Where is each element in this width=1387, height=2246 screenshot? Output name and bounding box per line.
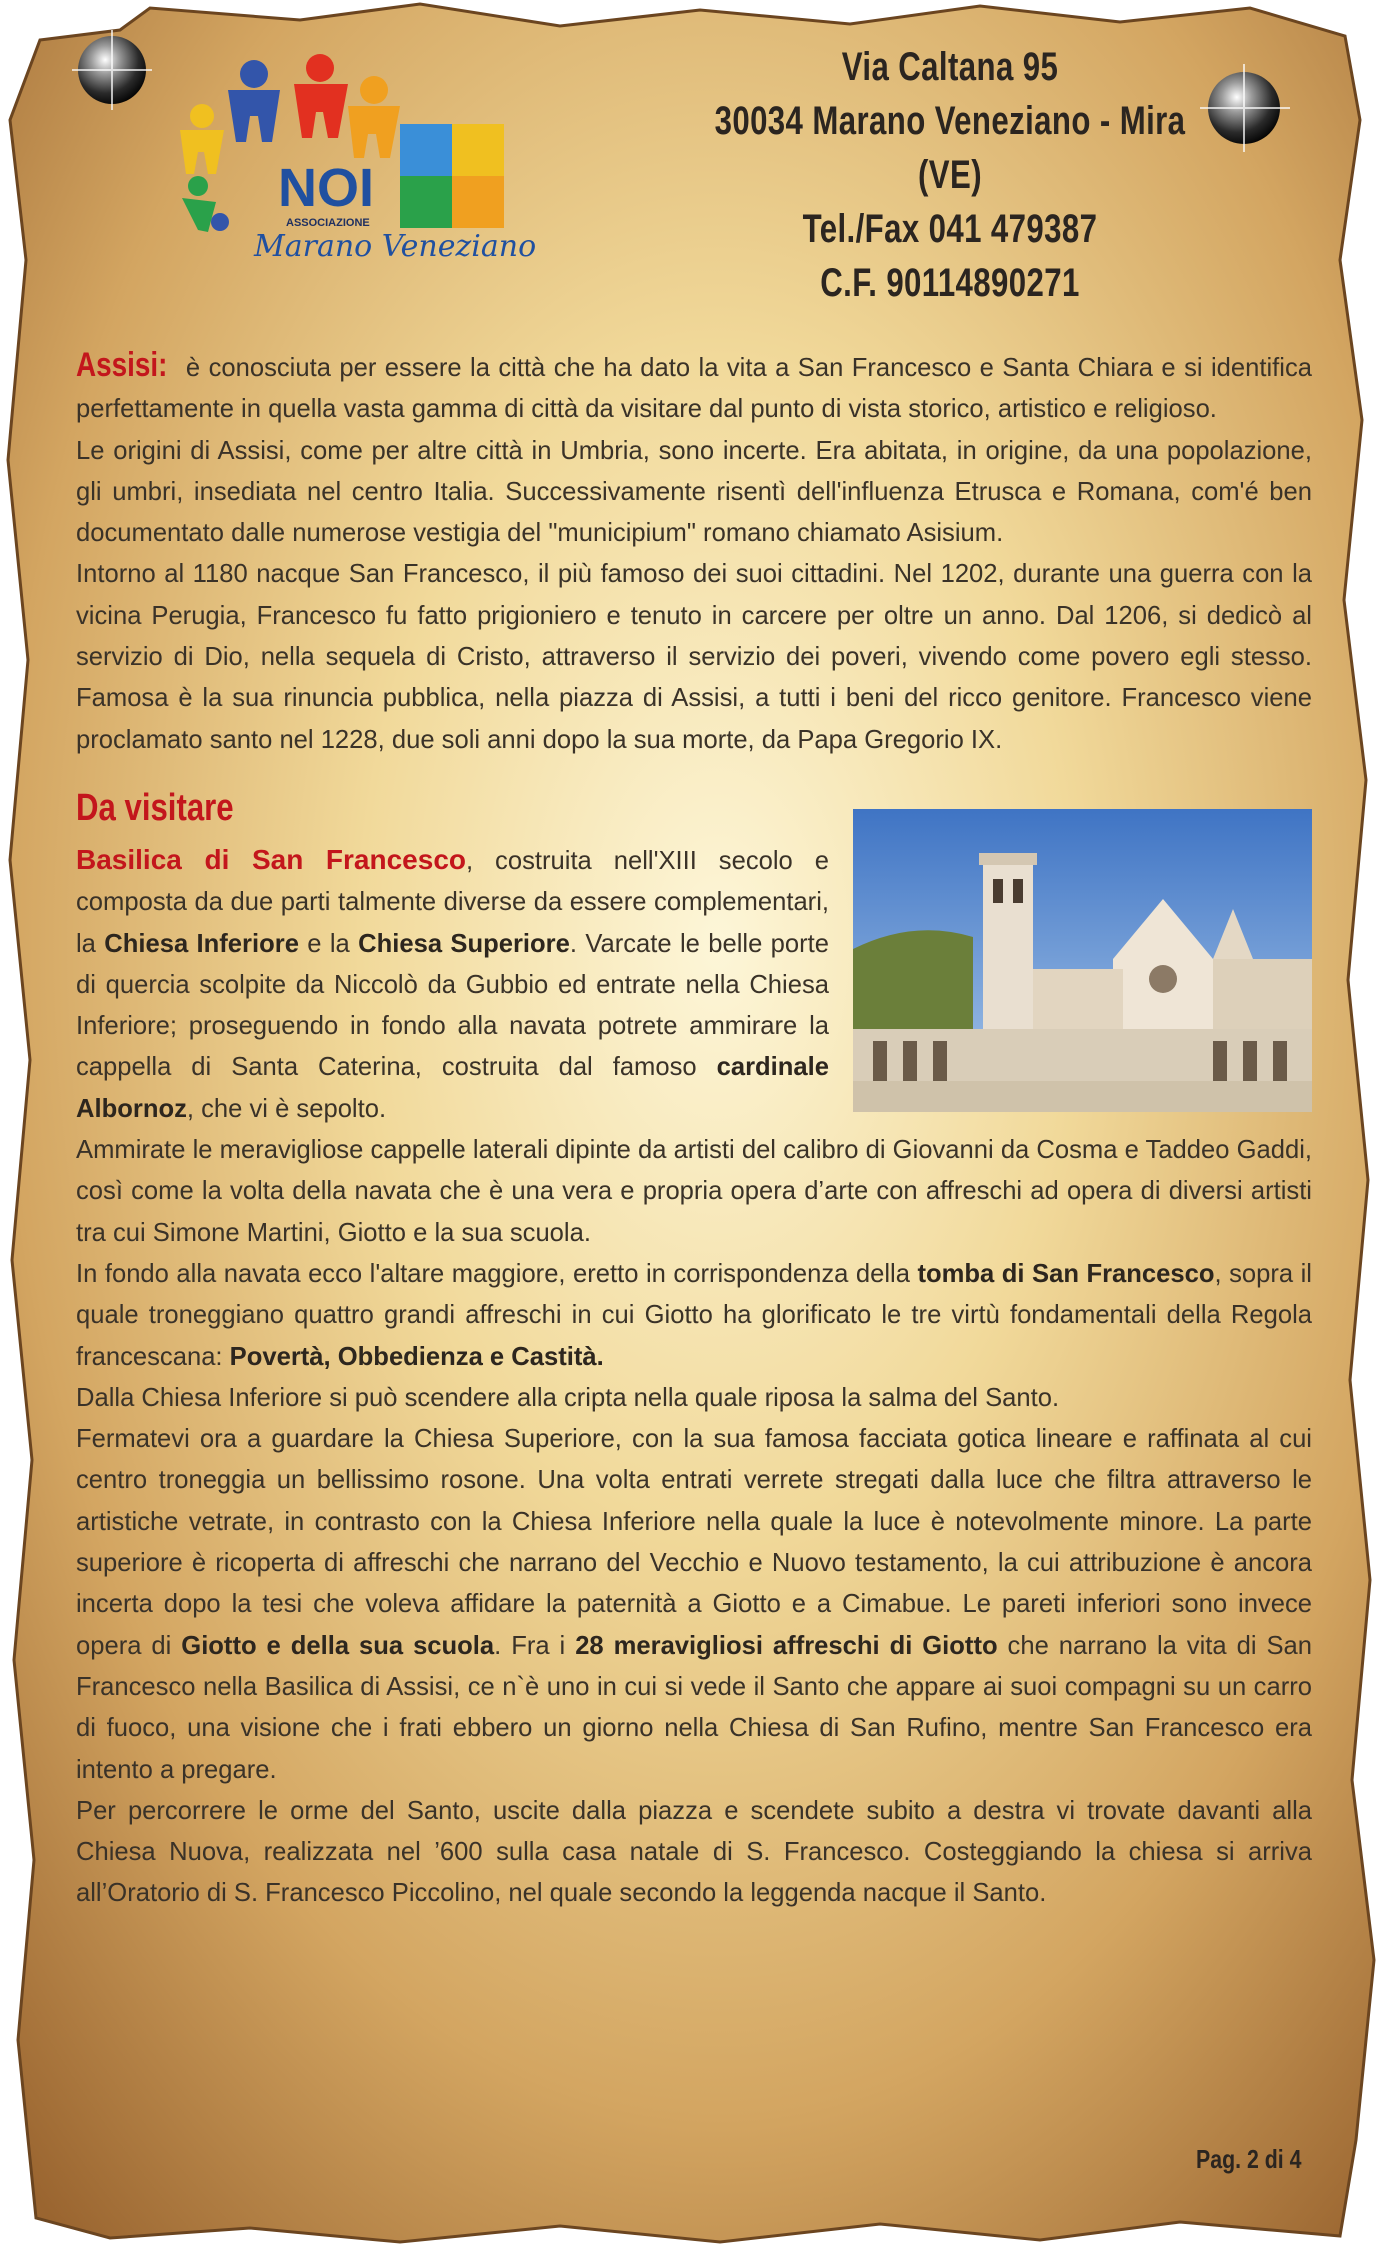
address-line: Via Caltana 95 [841,45,1059,89]
affreschi-label: 28 meravigliosi affreschi di Giotto [575,1631,998,1660]
origins-paragraph: Le origini di Assisi, come per altre città in Umbria, sono incerte. Era abitata, in origine, da una popolazione, gli umbri, insediata nel centro Italia. Successivamente risentì dell'influenza Etrusca e Romana, com'é ben documentato dalle numerose vestigia del "municipium" romano chiamato Asisium. [76,436,1312,548]
chapels-paragraph: Ammirate le meravigliose cappelle laterali dipinte da artisti del calibro di Giovanni da Cosma e Taddeo Gaddi, così come la volta della navata che è una vera e propria opera d’arte con affreschi ad opera di diversi artisti tra cui Simone Martini, Giotto e la sua scuola. [76,1136,1312,1247]
upper-text-1: Fermatevi ora a guardare la Chiesa Superiore, con la sua famosa facciata gotica lineare e raffinata al cui centro troneggia un bellissimo rosone. Una volta entrati verrete stregati dalla luce che filtra attraverso le artistiche vetrate, in contrasto con la Chiesa Inferiore nella quale la luce è notevolmente minore. La parte superiore è ricoperta di affreschi che narrano del Vecchio e Nuovo testamento, la cui attribuzione è ancora incerta dopo la tesi che voleva affidare la paternità a Giotto e a Cimabue. Le pareti inferiori sono invece opera di [76,1425,1312,1660]
basilica-name: Basilica di San Francesco [76,843,466,875]
virtues-label: Povertà, Obbedienza e Castità. [229,1342,604,1371]
fiscal-code-line: C.F. 90114890271 [820,261,1080,305]
city-line: 30034 Marano Veneziano - Mira (VE) [714,99,1186,197]
puzzle-blue [400,124,452,176]
history-paragraph: Intorno al 1180 nacque San Francesco, il più famoso dei suoi cittadini. Nel 1202, durante una guerra con la vicina Perugia, Francesco fu fatto prigioniero e tenuto in carcere per oltre un anno. Dal 1206, si dedicò al servizio di Dio, nella sequela di Cristo, attraverso il servizio dei poveri, vivendo come povero egli stesso. Famosa è la sua rinuncia pubblica, nella piazza di Assisi, a tutti i beni del ricco genitore. Francesco viene proclamato santo nel 1228, due soli anni dopo la sua morte, da Papa Gregorio IX. [76,560,1312,754]
logo-brand-text: NOI [278,158,375,218]
altar-text-1: In fondo alla navata ecco l'altare maggiore, eretto in corrispondenza della [76,1259,918,1288]
intro-paragraph [76,345,1312,431]
altar-text-2: , sopra il quale troneggiano quattro grandi affreschi in cui Giotto ha glorificato le tre virtù fondamentali della Regola francescana: [76,1259,1312,1371]
main-content [76,345,1312,1915]
altar-paragraph [76,1254,1312,1378]
basilica-photo [853,809,1312,1112]
tomba-label: tomba di San Francesco [917,1259,1215,1288]
chiesa-superiore-label: Chiesa Superiore [358,929,570,958]
basilica-text-3: . Varcate le belle porte di quercia scolpite da Niccolò da Gubbio ed entrate nella Chiesa Inferiore; proseguendo in fondo alla navata potrete ammirare la cappella di Santa Caterina, costruita dal famoso [76,929,829,1082]
basilica-text-4: , che vi è sepolto. [186,1094,387,1123]
intro-text: è conosciuta per essere la città che ha dato la vita a San Francesco e Santa Chiara e si identifica perfettamente in quella vasta gamma di città da visitare dal punto di vista storico, artistico e religioso. [76,354,1312,424]
footsteps-paragraph: Per percorrere le orme del Santo, uscite dalla piazza e scendete subito a destra vi trovate davanti alla Chiesa Nuova, realizzata nel ’600 sulla casa natale di S. Francesco. Costeggiando la chiesa si arriva all’Oratorio di S. Francesco Piccolino, nel quale secondo la leggenda nacque il Santo. [76,1796,1312,1908]
upper-text-2: . Fra i [494,1631,576,1660]
upper-text-3: che narrano la vita di San Francesco nella Basilica di Assisi, ce n`è uno in cui si vede il Santo che appare ai suoi compagni su un carro di fuoco, una visione che i frati ebbero un giorno nella Chiesa di San Rufino, mentre San Francesco era intento a pregare. [76,1631,1312,1784]
intro-title: Assisi: [76,346,168,384]
phone-line: Tel./Fax 041 479387 [802,207,1098,251]
svg-text:ASSOCIAZIONE: ASSOCIAZIONE [286,217,370,229]
basilica-text-1: , costruita nell'XIII secolo e composta da due parti talmente diverse da essere complementari, la [76,846,829,958]
basilica-text-2: e la [298,929,359,958]
chiesa-inferiore-label: Chiesa Inferiore [104,929,299,958]
section-title: Da visitare [76,786,234,829]
contact-header [708,40,1192,310]
upper-church-paragraph [76,1419,1312,1791]
albornoz-label: cardinale Albornoz [76,1053,829,1123]
giotto-scuola-label: Giotto e della sua scuola [181,1631,495,1660]
svg-text:Marano Veneziano: Marano Veneziano [254,229,537,264]
association-logo [168,46,548,276]
page-number: Pag. 2 di 4 [1196,2144,1302,2174]
crypt-paragraph: Dalla Chiesa Inferiore si può scendere alla cripta nella quale riposa la salma del Santo. [76,1383,1060,1412]
